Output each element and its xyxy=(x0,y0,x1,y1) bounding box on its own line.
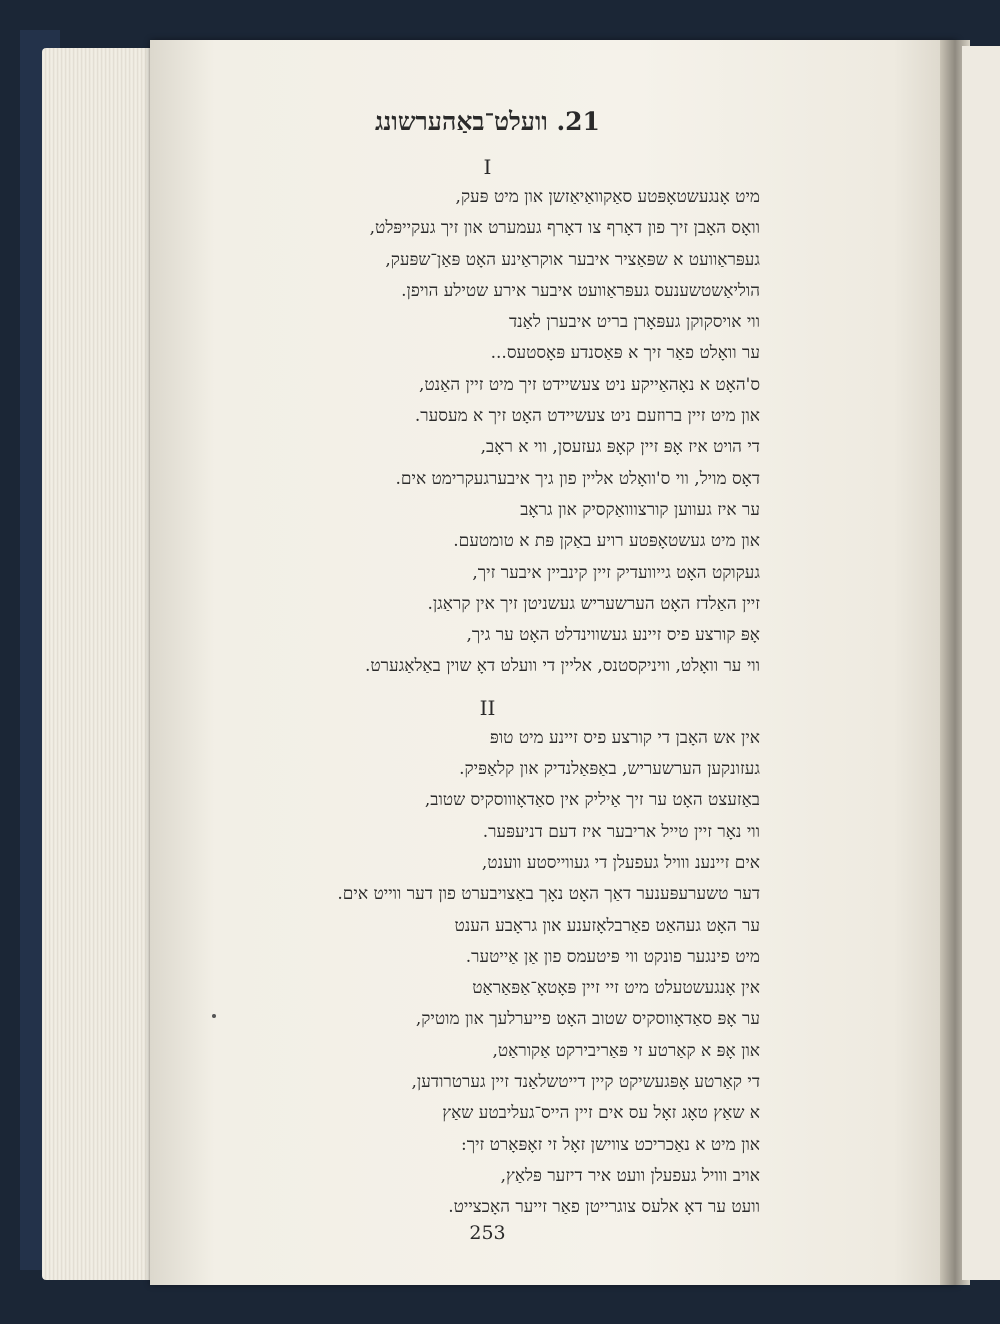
verse-line: ווי ער וואָלט, וויניקסטנס, אליין די וועלט דאָ שוין באַלאַגערט. xyxy=(364,656,760,677)
page-number: 253 xyxy=(469,1222,506,1244)
verse-line: מיט אָנגעשטאָפּטע סאַקוואַיאַזשן און מיט פּעק, xyxy=(455,187,760,207)
verse-line: און מיט א נאַכריכט צווישן זאָל זי זאָפּאָרט זיך: xyxy=(460,1134,760,1155)
verse-line: באַזעצט האָט ער זיך אַיליק אין סאַדאָוווסקיס שטוב, xyxy=(424,790,760,811)
verse-line: די קאַרטע אָפּגעשיקט קיין דייטשלאַנד זיין גערטרודען, xyxy=(411,1072,760,1093)
section-1-lines xyxy=(215,182,760,683)
verse-line: געפּראַוועט א שפּאַציר איבער אוקראַינע האָט פּאַן־שפּעק, xyxy=(385,249,760,270)
chapter-title: 21. וועלט־באַהערשונג xyxy=(375,107,600,136)
verse-line: ער וואָלט פאַר זיך א פּאַסנדע פּאָסטעס... xyxy=(490,343,760,364)
page-text xyxy=(215,102,760,1252)
verse-line: געקוקט האָט גייוועדיק זיין קינביין איבער זיך, xyxy=(472,562,760,583)
verse-line: אויב ווויל געפעלן וועט איר דיזער פּלאַץ, xyxy=(500,1165,760,1186)
verse-line: ער אָפּ סאַדאָווסקיס שטוב האָט פייערלעך און מוטיק, xyxy=(415,1009,760,1030)
verse-line: מיט פינגער פונקט ווי פּיטעמס פון אַן אַייטער. xyxy=(465,946,760,967)
verse-line: ווי אויסקוקן געפּאָרן בריט איבערן לאַנד xyxy=(508,312,760,333)
section-numeral: I xyxy=(483,155,492,179)
verse-line: אין אָנגעשטעלט מיט זיי זיין פּאָטאָ־אַפּאַראַט xyxy=(472,978,760,999)
verse-line: די הויט איז אָפּ זיין קאָפּ געזעסן, ווי א ראָב, xyxy=(480,437,760,458)
verse-line: אין אש האָבן די קורצע פיס זיינע מיט טופּ xyxy=(489,727,760,748)
verse-line: ווי נאָר זיין טייל אריבער איז דעם דניעפּער. xyxy=(482,821,760,842)
verse-line: אָפּ קורצע פיס זיינע געשווינדלט האָט ער גיך, xyxy=(466,625,760,646)
facing-page-edge xyxy=(962,46,1000,1280)
verse-line: דאָס מויל, ווי ס'וואָלט אליין פון גיך איבערגעקרימט אים. xyxy=(395,468,760,489)
verse-line: ער האָט געהאַט פאַרבלאָזענע און גראָבע הענט xyxy=(454,915,760,936)
verse-line: הוליאַשטשענעס געפּראַוועט איבער אירע שטילע הויפן. xyxy=(401,280,760,301)
verse-line: א שאַץ טאָג זאָל עס אים זיין הייס־געליבטע שאַץ xyxy=(442,1103,760,1124)
verse-line: ס'האָט א נאָהאַייקע ניט צעשיידט זיך מיט זיין האַנט, xyxy=(418,374,760,395)
verse-line: וואָס האָבן זיך פון דאָרף צו דאָרף געמערט און זיך געקייפּלט, xyxy=(369,218,760,239)
verse-line: וועט ער דאָ אלעס צוגרייטן פאַר זייער האָכצייט. xyxy=(448,1197,760,1218)
verse-line: זיין האַלדז האָט הערשעריש געשניטן זיך אין קראַגן. xyxy=(427,593,760,614)
verse-line: אים זיינענ ווויל געפעלן די געווייסטע ווענט, xyxy=(481,852,760,873)
verse-line: דער טשערעפּענער דאַך האָט נאָך באַצויבערט פון דער ווייט אים. xyxy=(337,884,760,905)
verse-line: און אָפּ א קאַרטע זי פּאַריבירקט אַקוראַט, xyxy=(492,1040,760,1061)
verse-line: און מיט געשטאָפּטע רויע באַקן פּת א טומטעם. xyxy=(453,531,760,552)
verse-line: ער איז געווען קורצווואַקסיק און גראָב xyxy=(520,499,760,520)
section-numeral: II xyxy=(479,695,496,720)
verse-line: און מיט זיין ברוזעם ניט צעשיידט האָט זיך א מעסער. xyxy=(414,406,760,427)
verse-line: געזונקען הערשעריש, באַפּאַלנדיק און קלאַפּיק. xyxy=(459,759,760,780)
section-2-lines xyxy=(215,723,760,1224)
